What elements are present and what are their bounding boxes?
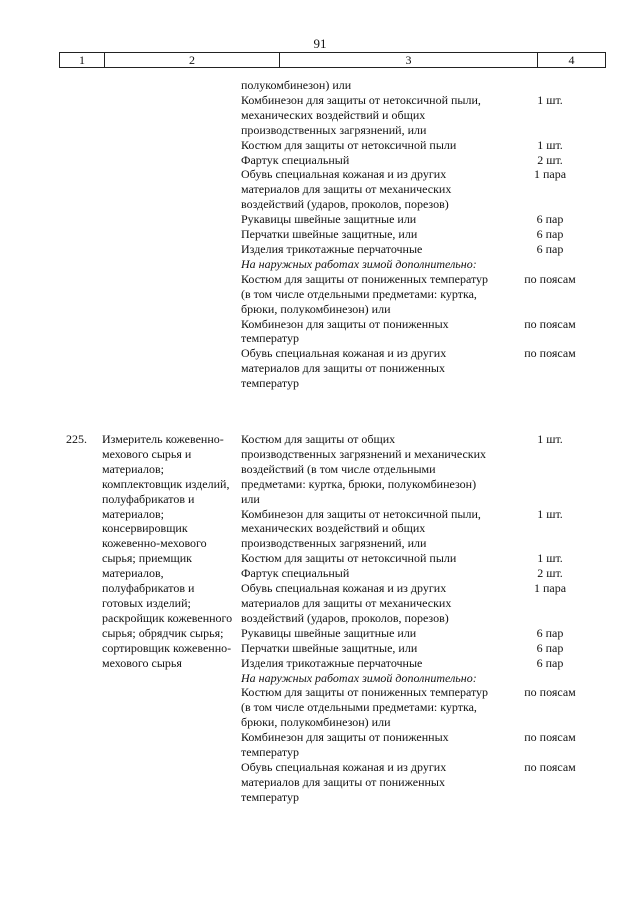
list-item: Костюм для защиты от нетоксичной пыли 1 шт. (241, 551, 563, 566)
list-item: Костюм для защиты от нетоксичной пыли 1 шт. (241, 137, 563, 152)
list-item: Обувь специальная кожаная и из других материалов для защиты от механических воздействий (ударов, проколов, порезов) 1 пара (241, 167, 567, 212)
list-item: Перчатки швейные защитные, или 6 пар (241, 640, 564, 655)
list-item: Костюм для защиты от пониженных температур (в том числе отдельными предметами: куртка, брюки, полукомбинезон) или по поясам (241, 685, 576, 730)
column-header-4: 4 (538, 53, 606, 68)
block2-items (241, 432, 605, 805)
list-item: Костюм для защиты от общих производственных загрязнений и механических воздействий (в том числе отдельными предметами: куртка, брюки, полукомбинезон) или 1 шт. (241, 432, 563, 506)
section-note: На наружных работах зимой дополнительно: (241, 256, 477, 271)
column-header-3: 3 (280, 53, 538, 68)
list-item: Обувь специальная кожаная и из других материалов для защиты от пониженных температур по поясам (241, 759, 576, 804)
list-item: Комбинезон для защиты от нетоксичной пыли, механических воздействий и общих производственных загрязнений, или 1 шт. (241, 92, 563, 137)
page-number: 91 (313, 36, 327, 51)
list-item: Комбинезон для защиты от нетоксичной пыли, механических воздействий и общих производственных загрязнений, или 1 шт. (241, 506, 563, 551)
column-header-row (59, 52, 606, 68)
column-header-1: 1 (60, 53, 105, 68)
block1-items (241, 78, 605, 391)
section-note: На наружных работах зимой дополнительно: (241, 670, 477, 685)
column-header-2: 2 (105, 53, 280, 68)
list-item: Обувь специальная кожаная и из других материалов для защиты от пониженных температур по поясам (241, 346, 576, 391)
list-item: Костюм для защиты от пониженных температур (в том числе отдельными предметами: куртка, брюки, полукомбинезон) или по поясам (241, 271, 576, 316)
list-item: полукомбинезон) или (241, 78, 352, 92)
list-item: Комбинезон для защиты от пониженных температур по поясам (241, 316, 576, 346)
list-item: Фартук специальный 2 шт. (241, 152, 563, 167)
profession-list: Измеритель кожевенно-мехового сырья и материалов; комплектовщик изделий, полуфабрикатов и материалов; консервировщик кожевенно-мехового сырья; приемщик материалов, полуфабрикатов и готовых изделий; раскройщик кожевенного сырья; обрядчик сырья; сортировщик кожевенно-мехового сырья (102, 432, 233, 670)
list-item: Рукавицы швейные защитные или 6 пар (241, 625, 564, 640)
entry-number: 225. (66, 432, 87, 446)
list-item: Комбинезон для защиты от пониженных температур по поясам (241, 730, 576, 760)
list-item: Фартук специальный 2 шт. (241, 566, 563, 581)
list-item: Изделия трикотажные перчаточные 6 пар (241, 241, 564, 256)
list-item: Перчатки швейные защитные, или 6 пар (241, 227, 564, 242)
list-item: Изделия трикотажные перчаточные 6 пар (241, 655, 564, 670)
list-item: Рукавицы швейные защитные или 6 пар (241, 212, 564, 227)
list-item: Обувь специальная кожаная и из других материалов для защиты от механических воздействий (ударов, проколов, порезов) 1 пара (241, 581, 567, 625)
